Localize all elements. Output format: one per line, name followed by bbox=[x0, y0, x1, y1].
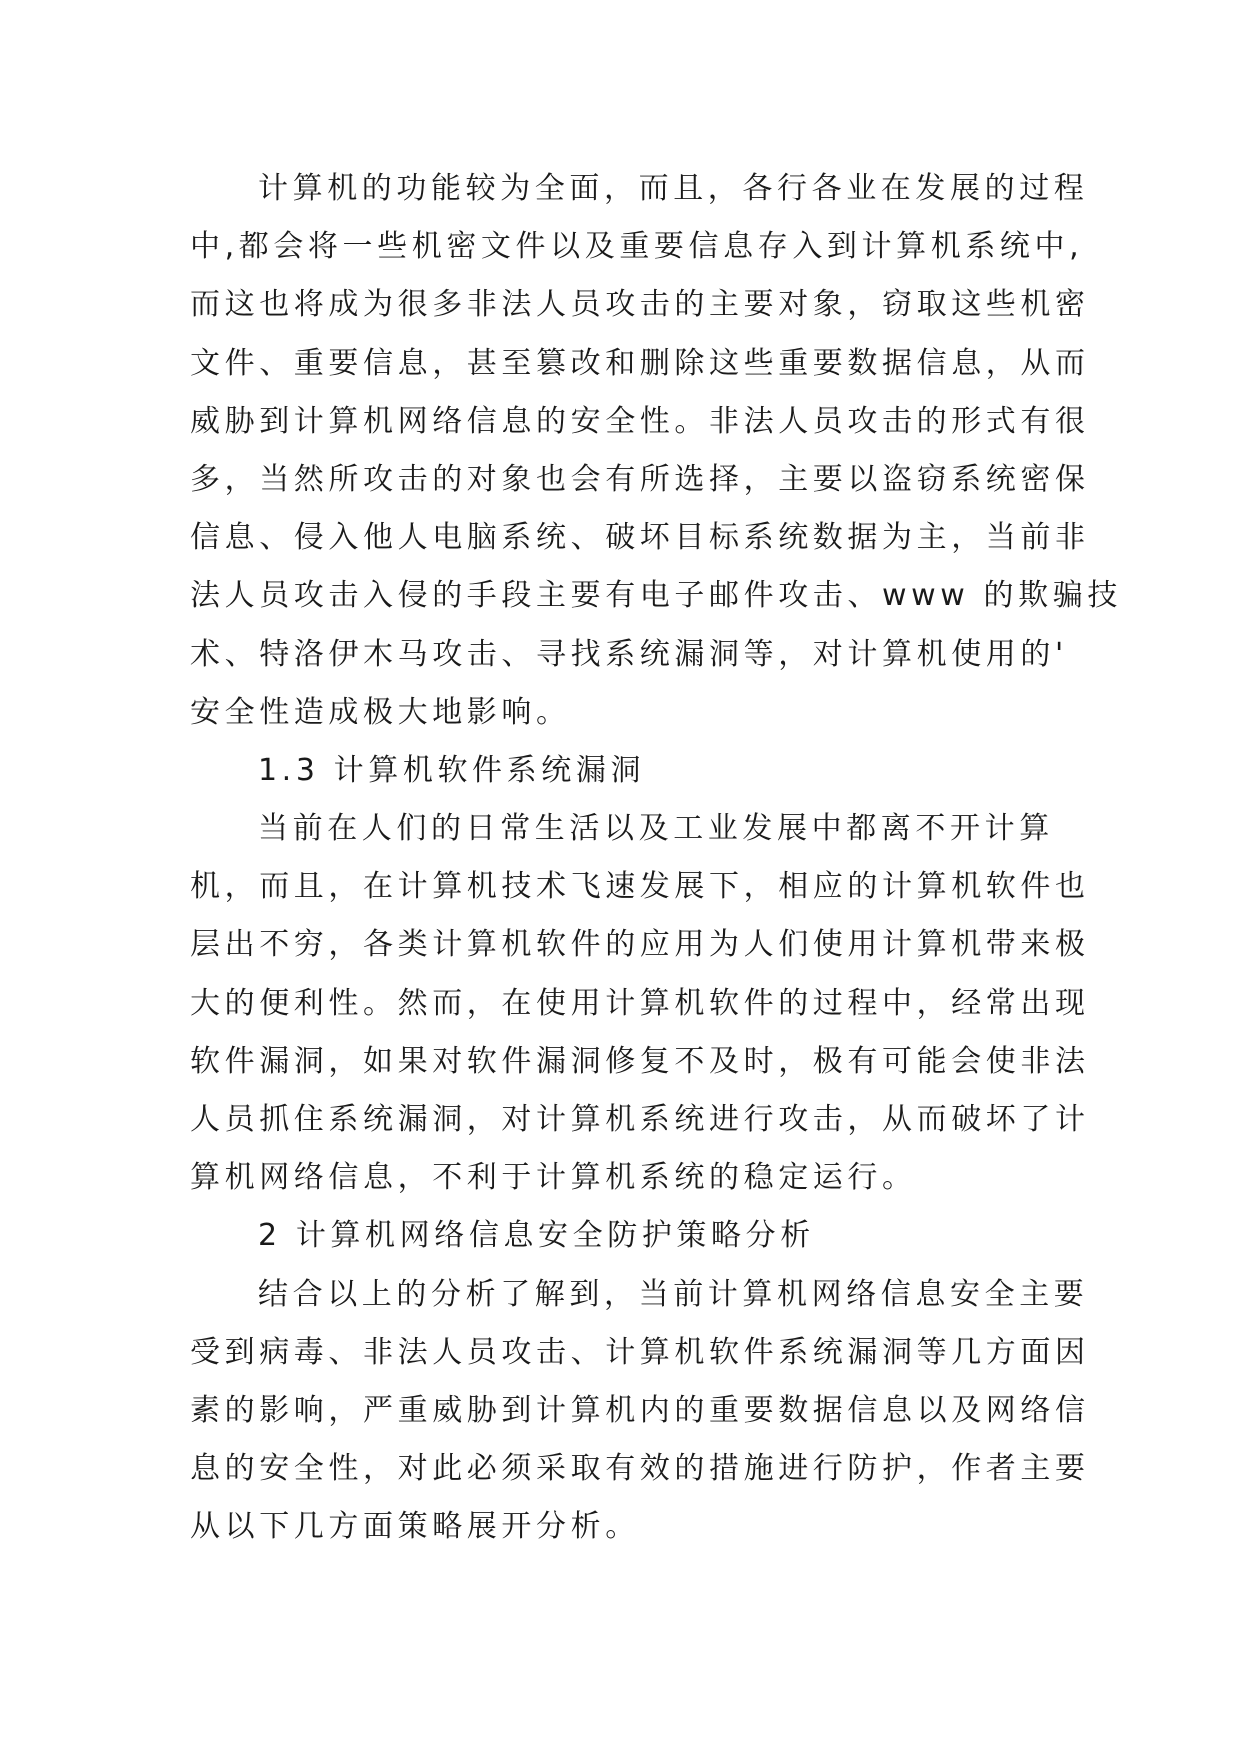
paragraph-line: 受到病毒、非法人员攻击、计算机软件系统漏洞等几方面因 bbox=[190, 1334, 1090, 1370]
paragraph-line: 软件漏洞，如果对软件漏洞修复不及时，极有可能会使非法 bbox=[190, 1043, 1090, 1079]
paragraph-line: 文件、重要信息，甚至篡改和删除这些重要数据信息，从而 bbox=[190, 345, 1090, 381]
section-heading: 1.3 计算机软件系统漏洞 bbox=[258, 752, 646, 788]
paragraph-line: 法人员攻击入侵的手段主要有电子邮件攻击、www 的欺骗技 bbox=[190, 578, 1122, 614]
section-heading: 2 计算机网络信息安全防护策略分析 bbox=[258, 1218, 815, 1254]
paragraph-line: 中,都会将一些机密文件以及重要信息存入到计算机系统中, bbox=[190, 229, 1084, 265]
paragraph-line: 息的安全性，对此必须采取有效的措施进行防护，作者主要 bbox=[190, 1451, 1090, 1487]
paragraph-line: 人员抓住系统漏洞，对计算机系统进行攻击，从而破坏了计 bbox=[190, 1102, 1090, 1137]
paragraph-line: 当前在人们的日常生活以及工业发展中都离不开计算 bbox=[258, 811, 1054, 847]
paragraph-line: 多，当然所攻击的对象也会有所选择，主要以盗窃系统密保 bbox=[190, 461, 1090, 497]
paragraph-line: 计算机的功能较为全面，而且，各行各业在发展的过程 bbox=[258, 171, 1089, 206]
paragraph-line: 素的影响，严重威胁到计算机内的重要数据信息以及网络信 bbox=[190, 1392, 1090, 1428]
paragraph-line: 从以下几方面策略展开分析。 bbox=[190, 1509, 640, 1545]
paragraph-line: 安全性造成极大地影响。 bbox=[190, 694, 571, 730]
paragraph-line: 术、特洛伊木马攻击、寻找系统漏洞等，对计算机使用的' bbox=[190, 636, 1068, 672]
paragraph-line: 算机网络信息，不利于计算机系统的稳定运行。 bbox=[190, 1160, 917, 1196]
paragraph-line: 而这也将成为很多非法人员攻击的主要对象，窃取这些机密 bbox=[190, 287, 1090, 323]
document-body bbox=[190, 160, 1122, 1557]
paragraph-line: 结合以上的分析了解到，当前计算机网络信息安全主要 bbox=[258, 1276, 1089, 1312]
paragraph-line: 机，而且，在计算机技术飞速发展下，相应的计算机软件也 bbox=[190, 869, 1090, 905]
paragraph-line: 信息、侵入他人电脑系统、破坏目标系统数据为主，当前非 bbox=[190, 520, 1090, 556]
paragraph-line: 威胁到计算机网络信息的安全性。非法人员攻击的形式有很 bbox=[190, 403, 1090, 439]
paragraph-line: 大的便利性。然而，在使用计算机软件的过程中，经常出现 bbox=[190, 985, 1090, 1021]
paragraph-line: 层出不穷，各类计算机软件的应用为人们使用计算机带来极 bbox=[190, 927, 1090, 963]
